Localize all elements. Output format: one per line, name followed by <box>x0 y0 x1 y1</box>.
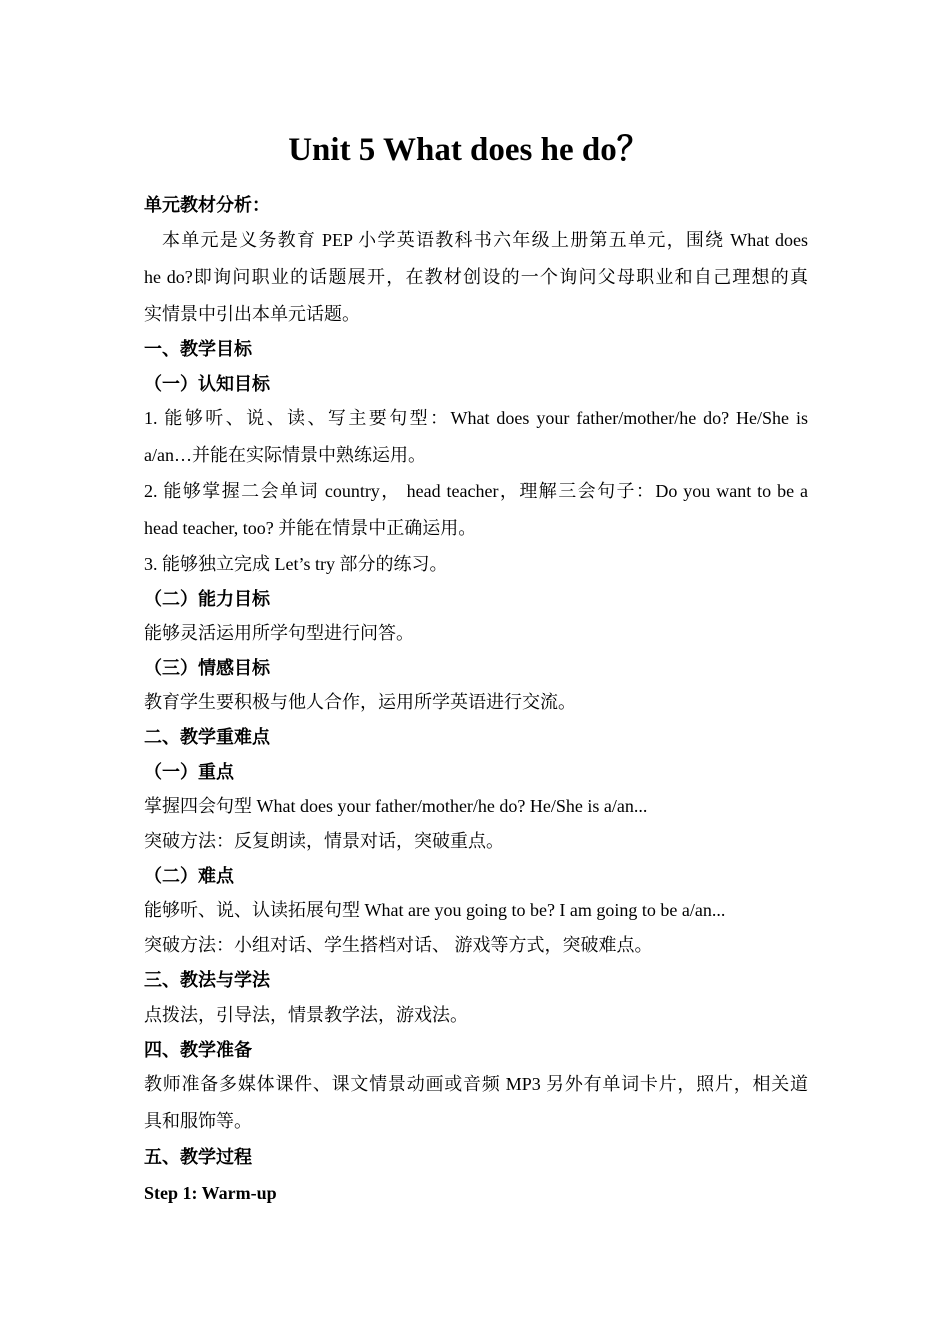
paragraph-line: 本单元是义务教育 PEP 小学英语教科书六年级上册第五单元，围绕 What does <box>162 230 808 250</box>
document-title: Unit 5 What does he do？ <box>288 132 650 168</box>
subsection-heading-key-points: （一）重点 <box>144 762 234 782</box>
list-item-line: head teacher, too? 并能在情景中正确运用。 <box>144 518 477 538</box>
subsection-heading-difficult-points: （二）难点 <box>144 866 234 886</box>
subsection-heading-ability-goals: （二）能力目标 <box>144 589 270 609</box>
section-heading-preparation: 四、教学准备 <box>144 1040 252 1060</box>
paragraph-line: 实情景中引出本单元话题。 <box>144 304 360 324</box>
section-heading-unit-analysis: 单元教材分析： <box>144 195 270 215</box>
list-item-line: 1. 能够听、说、读、写主要句型：What does your father/mother/he do? He/She is <box>144 408 808 428</box>
paragraph-line: 教师准备多媒体课件、课文情景动画或音频 MP3 另外有单词卡片，照片，相关道 <box>144 1074 808 1094</box>
paragraph-line: 点拨法，引导法，情景教学法，游戏法。 <box>144 1005 468 1025</box>
step-heading-warm-up: Step 1: Warm-up <box>144 1183 277 1203</box>
section-heading-methods: 三、教法与学法 <box>144 970 270 990</box>
list-item-line: a/an…并能在实际情景中熟练运用。 <box>144 445 426 465</box>
paragraph-line: 具和服饰等。 <box>144 1111 252 1131</box>
paragraph-line: 掌握四会句型 What does your father/mother/he do? He/She is a/an... <box>144 796 648 816</box>
section-heading-teaching-process: 五、教学过程 <box>144 1147 252 1167</box>
subsection-heading-emotional-goals: （三）情感目标 <box>144 658 270 678</box>
section-heading-teaching-goals: 一、教学目标 <box>144 339 252 359</box>
section-heading-key-difficult-points: 二、教学重难点 <box>144 727 270 747</box>
paragraph-line: 突破方法：反复朗读，情景对话，突破重点。 <box>144 831 504 851</box>
paragraph-line: 突破方法：小组对话、学生搭档对话、 游戏等方式，突破难点。 <box>144 935 653 955</box>
paragraph-line: 教育学生要积极与他人合作，运用所学英语进行交流。 <box>144 692 576 712</box>
list-item-line: 3. 能够独立完成 Let’s try 部分的练习。 <box>144 554 448 574</box>
list-item-line: 2. 能够掌握二会单词 country， head teacher，理解三会句子：Do you want to be a <box>144 481 808 501</box>
paragraph-line: 能够听、说、认读拓展句型 What are you going to be? I am going to be a/an... <box>144 900 726 920</box>
subsection-heading-cognitive-goals: （一）认知目标 <box>144 374 270 394</box>
paragraph-line: 能够灵活运用所学句型进行问答。 <box>144 623 414 643</box>
paragraph-line: he do?即询问职业的话题展开，在教材创设的一个询问父母职业和自己理想的真 <box>144 267 808 287</box>
